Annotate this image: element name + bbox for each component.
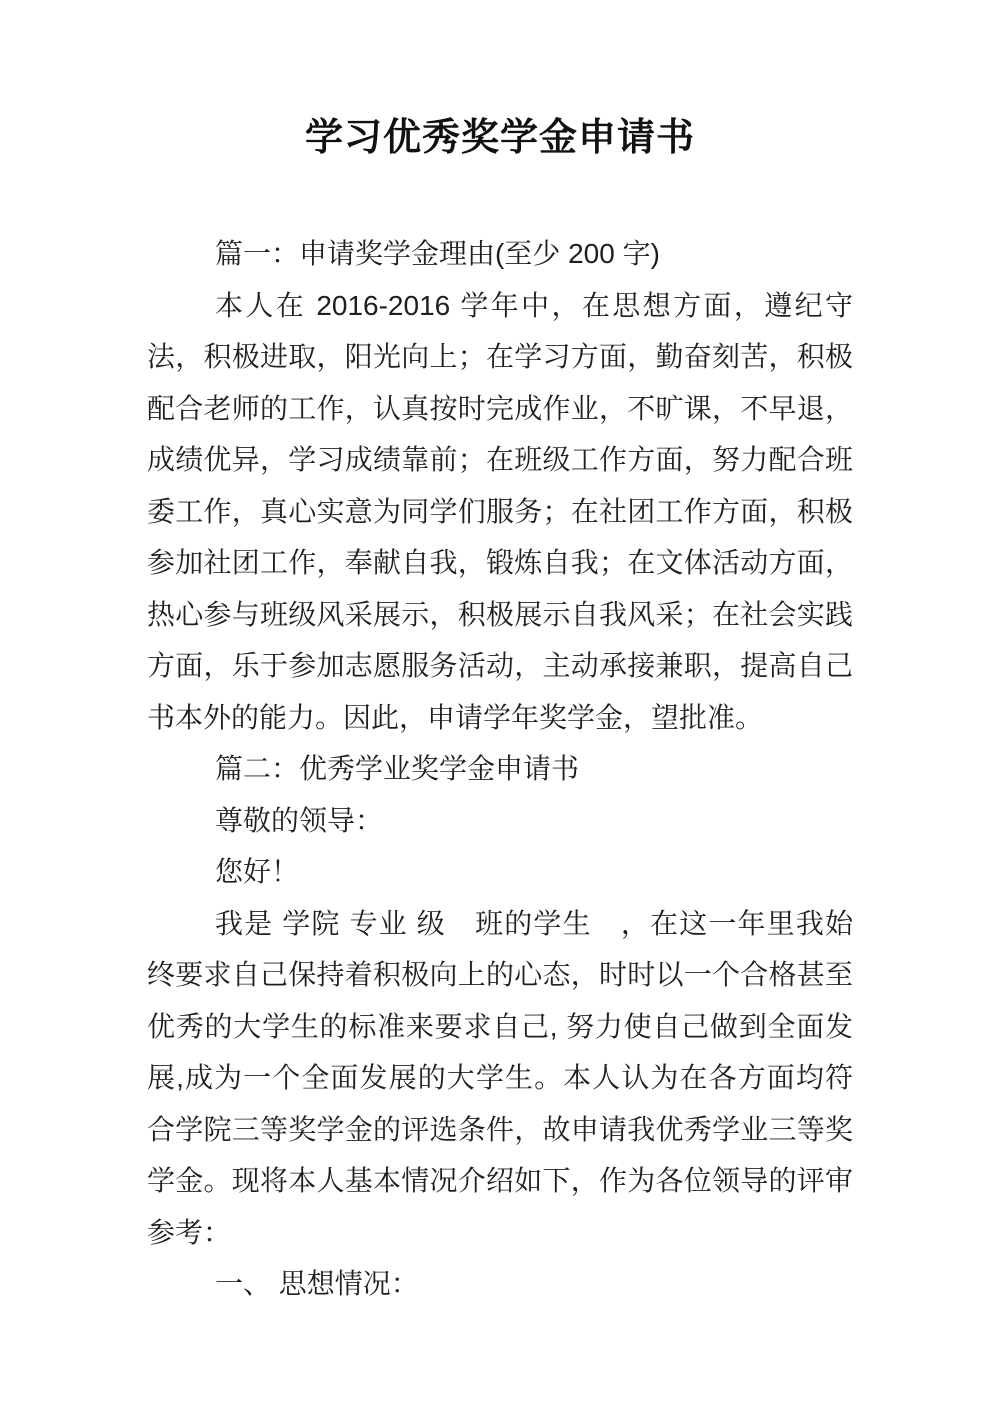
paragraph-salutation: 尊敬的领导： <box>215 804 384 836</box>
paragraph-greeting: 您好！ <box>215 856 300 887</box>
document-body <box>147 228 853 1310</box>
paragraph-section2-body: 我是 学院 专业 级 班的学生 ，在这一年里我始终要求自己保持着积极向上的心态，时时以一个合格甚至优秀的大学生的标准来要求自己, 努力使自己做到全面发展,成为一个全面发展的大学生。本人认为在各方面均符合学院三等奖学金的评选条件，故申请我优秀学业三等奖学金。现将本人基本情况介绍如下，作为各位领导的评审参考： <box>147 907 853 1248</box>
paragraph-list-item-one: 一、 思想情况： <box>215 1268 419 1299</box>
paragraph-section1-heading: 篇一：申请奖学金理由(至少 200 字) <box>215 238 660 269</box>
document-title: 学习优秀奖学金申请书 <box>304 117 695 159</box>
paragraph-section1-body: 本人在 2016-2016 学年中，在思想方面，遵纪守法，积极进取，阳光向上；在学习方面，勤奋刻苦，积极配合老师的工作，认真按时完成作业，不旷课，不早退，成绩优异，学习成绩靠前；在班级工作方面，努力配合班委工作，真心实意为同学们服务；在社团工作方面，积极参加社团工作，奉献自我，锻炼自我；在文体活动方面，热心参与班级风采展示，积极展示自我风采；在社会实践方面，乐于参加志愿服务活动，主动承接兼职，提高自己书本外的能力。因此，申请学年奖学金，望批准。 <box>147 289 853 733</box>
paragraph-section2-heading: 篇二：优秀学业奖学金申请书 <box>215 753 580 784</box>
